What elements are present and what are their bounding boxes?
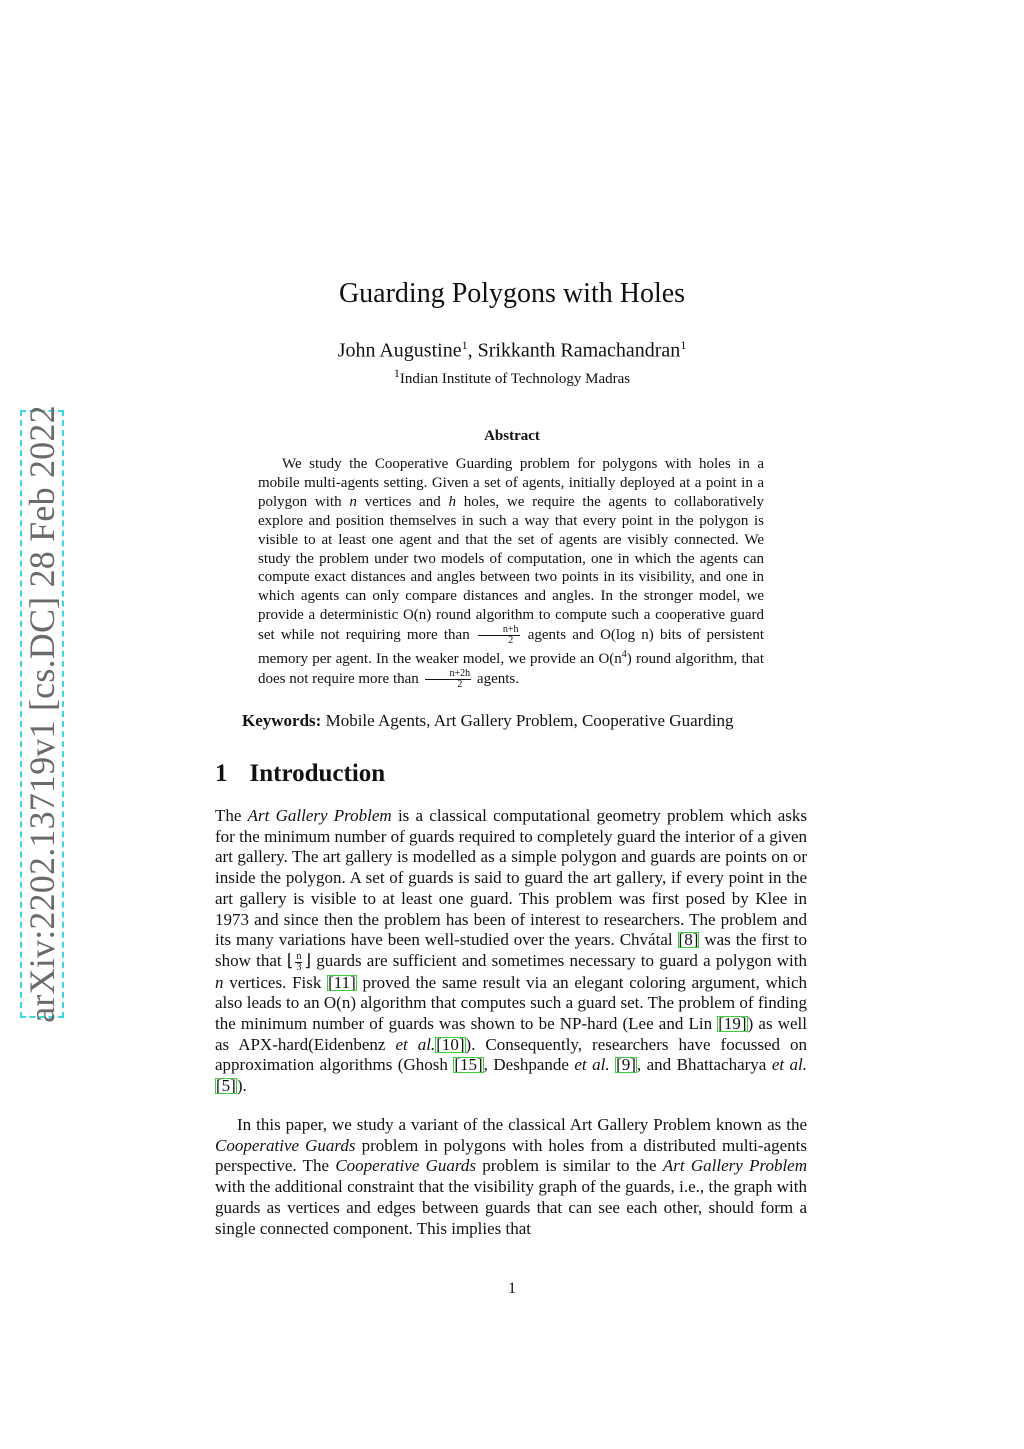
page-number: 1 [508, 1280, 516, 1297]
keywords [242, 711, 802, 731]
citation-link[interactable]: [9] [616, 1055, 636, 1075]
affiliation-mark: 1 [393, 366, 400, 380]
section-title: Introduction [249, 760, 386, 787]
citation-link[interactable]: [10] [436, 1034, 465, 1054]
citation-link[interactable]: [15] [454, 1055, 483, 1075]
section-number: 1 [215, 760, 228, 787]
citation-link[interactable]: [8] [678, 930, 699, 950]
affiliation [0, 366, 1024, 388]
author-separator: , [467, 339, 478, 362]
arxiv-identifier: arXiv:2202.13719v1 [cs.DC] 28 Feb 2022 [22, 405, 62, 1023]
citation-link[interactable]: [5] [216, 1076, 236, 1096]
intro-paragraph-1: The Art Gallery Problem is a classical computational geometry problem which asks for the minimum number of guards required to completely guard the interior of a given art gallery. The art gallery is modelled as a simple polygon and guards are points on or inside the polygon. A set of guards is said to guard the art gallery, if every point in the art gallery is visible to at least one guard. This problem was first posed by Klee in 1973 and since then the problem has been of interest to researchers. The problem and its many variations have been well-studied over the years. Chvátal [8] was the first to show that ⌊ $\frac{n}{3}$ ⌋ guards are sufficient and sometimes necessary to guard a polygon with n vertices. Fisk [11] proved the same result via an elegant coloring argument, which also leads to an O(n) algorithm that computes such a guard set. The problem of finding the minimum number of guards was shown to be NP-hard (Lee and Lin [19]) as well as APX-hard(Eidenbenz et al.[10]). Consequently, researchers have focussed on approximation algorithms (Ghosh [15], Deshpande et al. [9], and Bhattacharya et al. [5]). [215, 806, 808, 1096]
fraction: $\frac{n+h}{2}$ [478, 625, 520, 646]
affiliation-name: Indian Institute of Technology Madras [399, 371, 631, 387]
keywords-label: Keywords: [242, 711, 322, 730]
abstract-heading: Abstract [484, 428, 540, 444]
author-affiliation-mark: 1 [680, 338, 687, 352]
intro-paragraph-2: In this paper, we study a variant of the classical Art Gallery Problem known as the Cooperative Guards problem in polygons with holes from a distributed multi-agents perspective. The Cooperative Guards problem is similar to the Art Gallery Problem with the additional constraint that the visibility graph of the guards, i.e., the graph with guards as vertices and edges between guards that can see each other, should form a single connected component. This implies that [215, 1115, 807, 1238]
fraction: $\frac{n}{3}$ [296, 950, 302, 973]
abstract-text: We study the Cooperative Guarding problem for polygons with holes in a mobile multi-agents setting. Given a set of agents, initially deployed at a point in a polygon with n vertices and h holes, we require the agents to collaboratively explore and position themselves in such a way that every point in the polygon is visible to at least one agent and that the set of agents are visibly connected. We study the problem under two models of computation, one in which the agents can compute exact distances and angles between two points in its visibility, and one in which agents can only compare distances and angles. In the stronger model, we provide a deterministic O(n) round algorithm to compute such a cooperative guard set while not requiring more than $\frac{n+h}{2}$ agents and O(log n) bits of persistent memory per agent. In the weaker model, we provide an $O(n^4)$ round algorithm, that does not require more than $\frac{n+2h}{2}$ agents. [258, 456, 764, 691]
section-heading [215, 760, 385, 788]
author-list [0, 338, 1024, 363]
citation-link[interactable]: [19] [718, 1013, 747, 1033]
author-name: Srikkanth Ramachandran [477, 339, 681, 362]
citation-link[interactable]: [11] [328, 972, 356, 992]
keywords-text: Mobile Agents, Art Gallery Problem, Cooperative Guarding [321, 711, 734, 730]
paper-title: Guarding Polygons with Holes [338, 278, 686, 309]
author-name: John Augustine [337, 339, 462, 362]
fraction: $\frac{n+2h}{2}$ [425, 669, 472, 690]
author-affiliation-mark: 1 [461, 338, 468, 352]
